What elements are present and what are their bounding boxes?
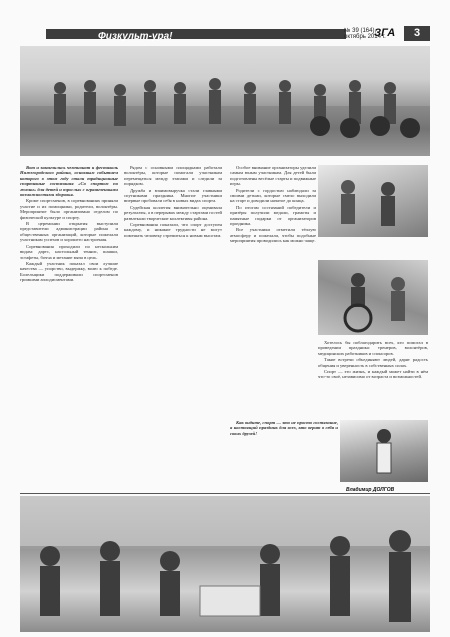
photo-wheelchair-figures <box>318 260 428 335</box>
paragraph: Рядом с основными площадками работали волонтёры, которые помогали участникам перемещаться между этапами и следили за порядком. <box>124 165 222 187</box>
paragraph: Судейская коллегия внимательно оценивала результаты, а в перерывах между стартами гостей развлекали творческие коллективы района. <box>124 204 222 221</box>
paragraph: Соревнования проходили по нескольким видам: дартс, настольный теннис, шашки, эстафеты, бочча и метание мяча в цель. <box>20 243 118 260</box>
paragraph: Все участники отметили тёплую атмосферу и пожелали, чтобы подобные мероприятия проводились как можно чаще. <box>230 227 316 244</box>
paragraph: Соревнования показали, что спорт доступен каждому, и никакие трудности не могут помешать человеку стремиться к новым высотам. <box>124 222 222 238</box>
section-bar <box>46 29 346 42</box>
photo-runner <box>340 420 428 482</box>
article-lead: Вот и закончились чемпионат и фестиваль Нижегородского района, основным событием которого в этом году стали традиционные спортивные состязания «Со спортом по жизни» для детей и взрослых с ограниченными возможностями здоровья. <box>20 165 118 198</box>
paragraph: Такие встречи объединяют людей, дарят радость общения и уверенность в собственных силах. <box>318 357 428 368</box>
group-photo-figures <box>20 46 430 156</box>
article-closing: Как видите, спорт — это не просто состязание, а настоящий праздник для всех, кто верит в себя и своих друзей! <box>230 420 338 436</box>
paragraph: Спорт — это жизнь, и каждый может найти в нём что-то своё, независимо от возраста и возможностей. <box>318 369 428 380</box>
paragraph: Хотелось бы поблагодарить всех, кто помогал в проведении праздника: тренеров, волонтёров, медицинских работников и спонсоров. <box>318 340 428 356</box>
paragraph: В церемонии открытия выступили представители администрации района и общественных организаций, которые пожелали участникам успехов и хорошего настроения. <box>20 221 118 243</box>
paragraph: Родители с гордостью наблюдали за своими детьми, которые смело выходили на старт и доводили начатое до конца. <box>230 187 316 204</box>
page-number: 3 <box>404 26 430 41</box>
group-photo <box>20 46 430 156</box>
photo-games <box>20 496 430 632</box>
page-header <box>18 26 432 42</box>
paragraph: Дружба и взаимовыручка стали главными спутниками праздника. Многие участники впервые пробовали себя в новых видах спорта. <box>124 187 222 204</box>
byline: Владимир ДОЛГОВ <box>346 487 395 493</box>
article-column-1 <box>20 165 118 495</box>
paragraph: Особое внимание организаторы уделили самым юным участникам. Для детей были подготовлены весёлые старты и подвижные игры. <box>230 165 316 187</box>
issue-number: № 39 (164), <box>344 28 377 34</box>
paragraph: Каждый участник показал свои лучшие качества — упорство, выдержку, волю к победе. Болельщики поддерживали спортсменов громкими аплодисментами. <box>20 260 118 283</box>
paragraph: По итогам состязаний победители и призёры получили медали, грамоты и памятные подарки от организаторов праздника. <box>230 204 316 227</box>
photo-athletes <box>318 165 428 237</box>
newspaper-logo <box>374 27 395 39</box>
photo-games-figures <box>20 496 430 632</box>
article-column-2 <box>124 165 222 495</box>
article-column-4 <box>318 340 428 420</box>
section-title: Физкульт-ура! <box>98 31 173 42</box>
article-closing-column <box>230 420 338 486</box>
divider <box>20 493 430 494</box>
issue-date: октябрь 2014 г. <box>344 34 386 40</box>
photo-athletes-figures <box>318 165 428 237</box>
paragraph: Кроме спортсменов, в соревнованиях приняли участие и их помощники, родители, волонтёры. Мероприятие было организовано отделом по физической культуре и спорту. <box>20 198 118 220</box>
logo-text: ЗГА <box>374 27 396 39</box>
photo-wheelchair <box>318 260 428 335</box>
photo-runner-figures <box>340 420 428 482</box>
